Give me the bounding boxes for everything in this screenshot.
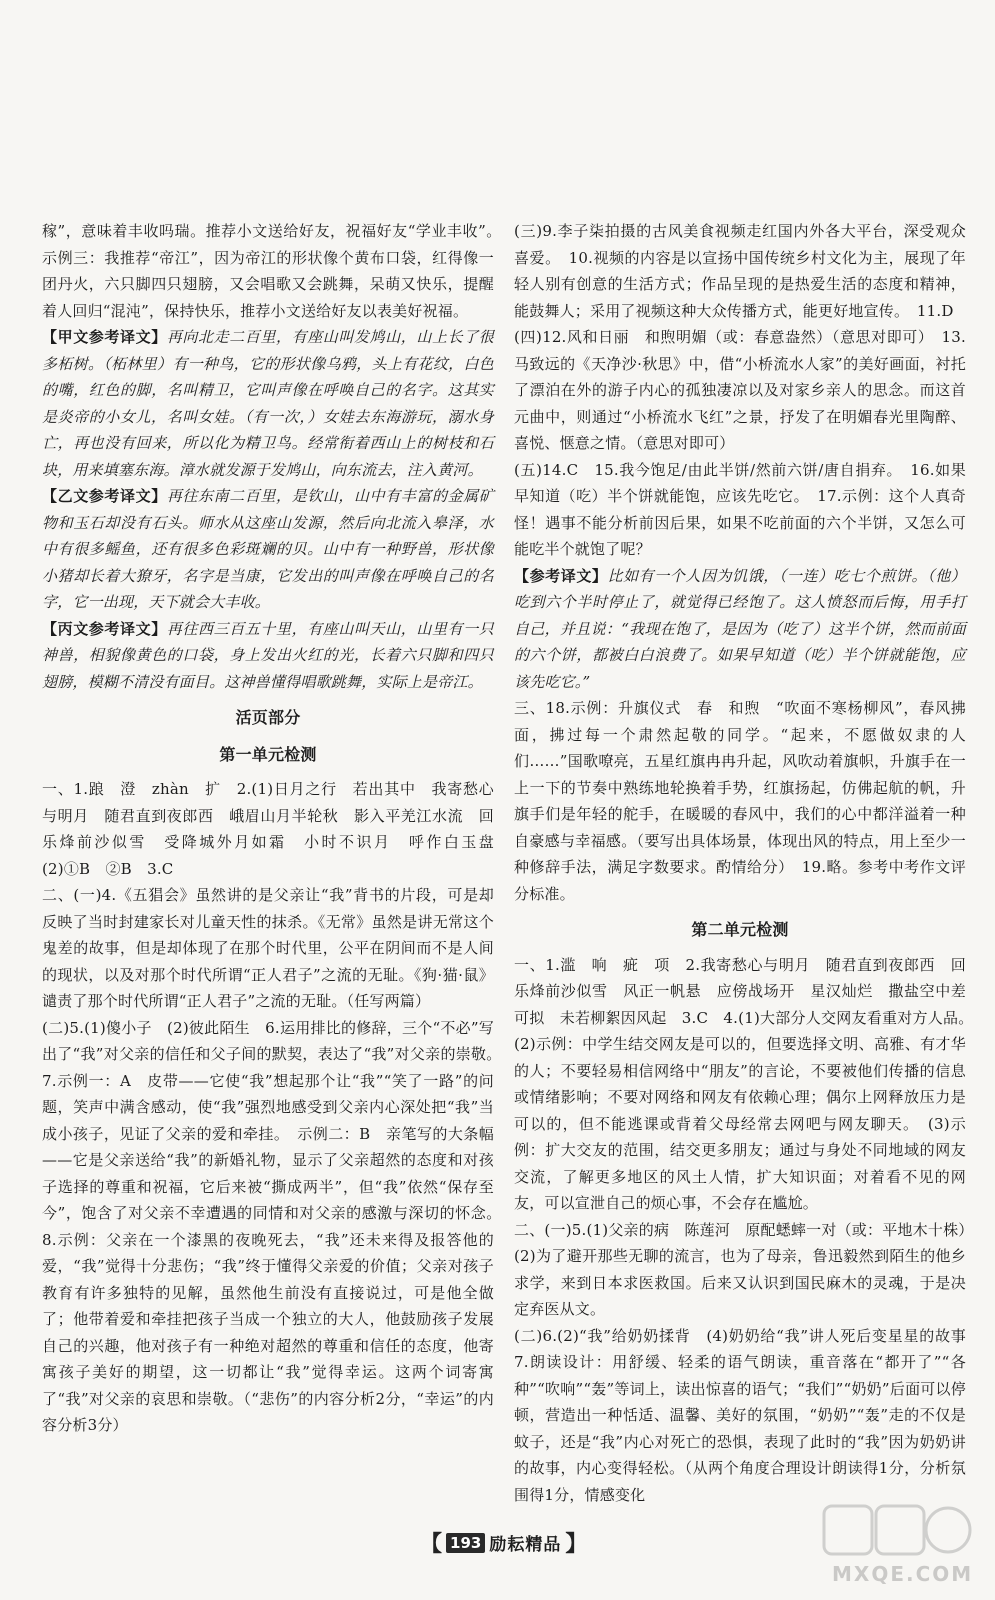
page-footer [420,1527,587,1558]
paragraph [514,952,982,1217]
footer-close-bracket: 】 [565,1532,588,1557]
section-title: 第一单元检测 [219,744,317,764]
paragraph [42,776,510,882]
paragraph-text: 二、(一)4.《五猖会》虽然讲的是父亲让“我”背书的片段，可是却反映了当时封建家长对儿童天性的抹杀。《无常》虽然是讲无常这个鬼差的故事，但是却体现了在那个时代里，公平在阴间而不是人间的现状，以及对那个时代所谓“正人君子”之流的无耻。《狗·猫·鼠》谴责了那个时代所谓“正人君子”之流的无耻。（任写两篇） [42,886,494,1010]
right-column [514,218,982,1508]
page-number: 193 [446,1533,485,1553]
paragraph [514,563,966,696]
paragraph-text: 比如有一个人因为饥饿，（一连）吃七个煎饼。（他）吃到六个半时停止了，就觉得已经饱了。这人愤怒而后悔，用手打自己，并且说：“我现在饱了，是因为（吃了）这半个饼，然而前面的六个饼，都被白白浪费了。如果早知道（吃）半个饼就能饱，应该先吃它。” [514,566,966,691]
paragraph [42,882,494,1015]
paragraph-text: (二)5.(1)傻小子 (2)彼此陌生 6.运用排比的修辞，三个“不必”写出了“我”对父亲的信任和父子间的默契，表达了“我”对父亲的崇敬。 7.示例一：A 皮带——它使“我”想起那个让“我”“笑了一路”的问题，笑声中满含感动，使“我”强烈地感受到父亲内心深处把“我”当成小孩子，见证了父亲的爱和牵挂。 示例二：B 亲笔写的大条幅——它是父亲送给“我”的新婚礼物，显示了父亲超然的态度和对孩子选择的尊重和祝福，它后来被“撕成两半”，但“我”依然“保存至今”，饱含了对父亲不幸遭遇的同情和对父亲的感激与深切的怀念。 8.示例：父亲在一个漆黑的夜晚死去，“我”还未来得及报答他的爱，“我”觉得十分悲伤；“我”终于懂得父亲爱的价值；父亲对孩子教育有许多独特的见解，虽然他生前没有直接说过，可是他全做了；他带着爱和牵挂把孩子当成一个独立的大人，他鼓励孩子发展自己的兴趣，他对孩子有一种绝对超然的尊重和信任的态度，他寄寓孩子美好的期望，这一切都让“我”觉得幸运。这两个词寄寓了“我”对父亲的哀思和崇敬。（“悲伤”的内容分析2分，“幸运”的内容分析3分） [42,1018,510,1434]
watermark-logo-icon [822,1500,972,1560]
paragraph-text: 稼”，意味着丰收吗瑞。推荐小文送给好友，祝福好友“学业丰收”。 示例三：我推荐“帝江”，因为帝江的形状像个黄布口袋，红得像一团丹火，六只脚四只翅膀，又会唱歌又会跳舞，呆萌又快乐，提醒着人回归“混沌”，保持快乐，推荐小文送给好友以表美好祝福。 [42,222,510,320]
paragraph [42,218,510,324]
translation-label: 【参考译文】 [514,566,608,585]
paragraph [42,1015,510,1439]
paragraph [514,457,966,563]
paragraph [514,1323,982,1509]
paragraph [514,1217,982,1323]
left-column [42,218,510,1439]
translation-label: 【丙文参考译文】 [42,619,167,638]
paragraph-text: (四)12.风和日丽 和煦明媚（或：春意盎然）（意思对即可） 13.马致远的《天净沙·秋思》中，借“小桥流水人家”的美好画面，衬托了漂泊在外的游子内心的孤独凄凉以及对家乡亲人的思念。而这首元曲中，则通过“小桥流水飞红”之景，抒发了在明媚春光里陶醉、喜悦、惬意之情。（意思对即可） [514,328,966,452]
watermark [822,1500,972,1590]
paragraph-text: (五)14.C 15.我今饱足/由此半饼/然前六饼/唐自捐弃。 16.如果早知道（吃）半个饼就能饱，应该先吃它。 17.示例：这个人真奇怪！遇事不能分析前因后果，如果不吃前面的六个半饼，又怎么可能吃半个就饱了呢？ [514,460,966,558]
paragraph-text: 再往西三百五十里，有座山叫天山，山里有一只神兽，相貌像黄色的口袋，身上发出火红的光，长着六只脚和四只翅膀，模糊不清没有面目。这神兽懂得唱歌跳舞，实际上是帝江。 [42,619,495,691]
paragraph-text: (三)9.李子柒拍摄的古风美食视频走红国内外各大平台，深受观众喜爱。 10.视频的内容是以宣扬中国传统乡村文化为主，展现了年轻人别有创意的生活方式；作品呈现的是热爱生活的态度和精神，能鼓舞人；采用了视频这种大众传播方式，能更好地宣传。 11.D [514,222,966,320]
paragraph-text: 一、1.踉 澄 zhàn 扩 2.(1)日月之行 若出其中 我寄愁心与明月 随君直到夜郎西 峨眉山月半轮秋 影入平羌江水流 回乐烽前沙似雪 受降城外月如霜 小时不识月 呼作白玉盘 (2)①B ②B 3.C [42,780,510,878]
paragraph-text: 再往东南二百里，是钦山，山中有丰富的金属矿物和玉石却没有石头。师水从这座山发源，然后向北流入皋泽，水中有很多鳐鱼，还有很多色彩斑斓的贝。山中有一种野兽，形状像小猪却长着大獠牙，名字是当康，它发出的叫声像在呼唤自己的名字，它一出现，天下就会大丰收。 [42,487,495,611]
brand-logo: 励耘精品 [489,1535,562,1555]
watermark-text: MXQE.COM [832,1562,974,1586]
paragraph [42,483,494,616]
paragraph [514,218,966,324]
paragraph-text: 再向北走二百里，有座山叫发鸠山，山上长了很多柘树。（柘林里）有一种鸟，它的形状像乌鸦，头上有花纹，白色的嘴，红色的脚，名叫精卫，它叫声像在呼唤自己的名字。这其实是炎帝的小女儿，名叫女娃。（有一次，）女娃去东海游玩，溺水身亡，再也没有回来，所以化为精卫鸟。经常衔着西山上的树枝和石块，用来填塞东海。漳水就发源于发鸠山，向东流去，注入黄河。 [42,328,495,479]
section-title: 第二单元检测 [691,920,789,939]
footer-open-bracket: 【 [420,1532,443,1557]
paragraph-text: (二)6.(2)“我”给奶奶揉背 (4)奶奶给“我”讲人死后变星星的故事 7.朗读设计：用舒缓、轻柔的语气朗读，重音落在“都开了”“各种”“吹响”“轰”等词上，读出惊喜的语气；“我们”“奶奶”后面可以停顿，营造出一种恬适、温馨、美好的氛围，“奶奶”“轰”走的不仅是蚊子，还是“我”内心对死亡的恐惧，表现了此时的“我”因为奶奶讲的故事，内心变得轻松。（从两个角度合理设计朗读得1分，分析氛围得1分，情感变化 [514,1326,982,1504]
paragraph [42,324,494,483]
section-title: 活页部分 [235,708,301,727]
translation-label: 【甲文参考译文】 [42,328,167,346]
paragraph [514,324,966,457]
translation-label: 【乙文参考译文】 [42,487,167,505]
paragraph-text: 一、1.滥 响 疵 项 2.我寄愁心与明月 随君直到夜郎西 回乐烽前沙似雪 风正一帆悬 应傍战场开 星汉灿烂 撒盐空中差可拟 未若柳絮因风起 3.C 4.(1)大部分人交网友看重对方人品。 (2)示例：中学生结交网友是可以的，但要选择文明、高雅、有才华的人；不要轻易相信网络中“朋友”的言论，不要被他们传播的信息或情绪影响；不要对网络和网友有依赖心理；偶尔上网释放压力是可以的，但不能逃课或背着父母经常去网吧与网友聊天。 (3)示例：扩大交友的范围，结交更多朋友；通过与身处不同地域的网友交流，了解更多地区的风土人情，扩大知识面；对着看不见的网友，可以宣泄自己的烦心事，不会存在尴尬。 [514,955,982,1212]
paragraph-text: 三、18.示例：升旗仪式 春 和煦 “吹面不寒杨柳风”，春风拂面，拂过每一个肃然起敬的同学。“起来，不愿做奴隶的人们……”国歌嘹亮，五星红旗冉冉升起，风吹动着旗帜，升旗手在一上一下的节奏中熟练地轮换着手势，红旗扬起，仿佛起航的帆，升旗手们是年轻的舵手，在暖暖的春风中，我们的心中都洋溢着一种自豪感与幸福感。（要写出具体场景，体现出风的特点，用上至少一种修辞手法，满足字数要求。酌情给分） 19.略。参考中考作文评分标准。 [514,699,966,903]
paragraph [514,695,966,907]
paragraph [42,616,494,696]
paragraph-text: 二、(一)5.(1)父亲的病 陈莲河 原配蟋蟀一对（或：平地木十株） (2)为了避开那些无聊的流言，也为了母亲，鲁迅毅然到陌生的他乡求学，来到日本求医救国。后来又认识到国民麻木的灵魂，于是决定弃医从文。 [514,1220,982,1318]
